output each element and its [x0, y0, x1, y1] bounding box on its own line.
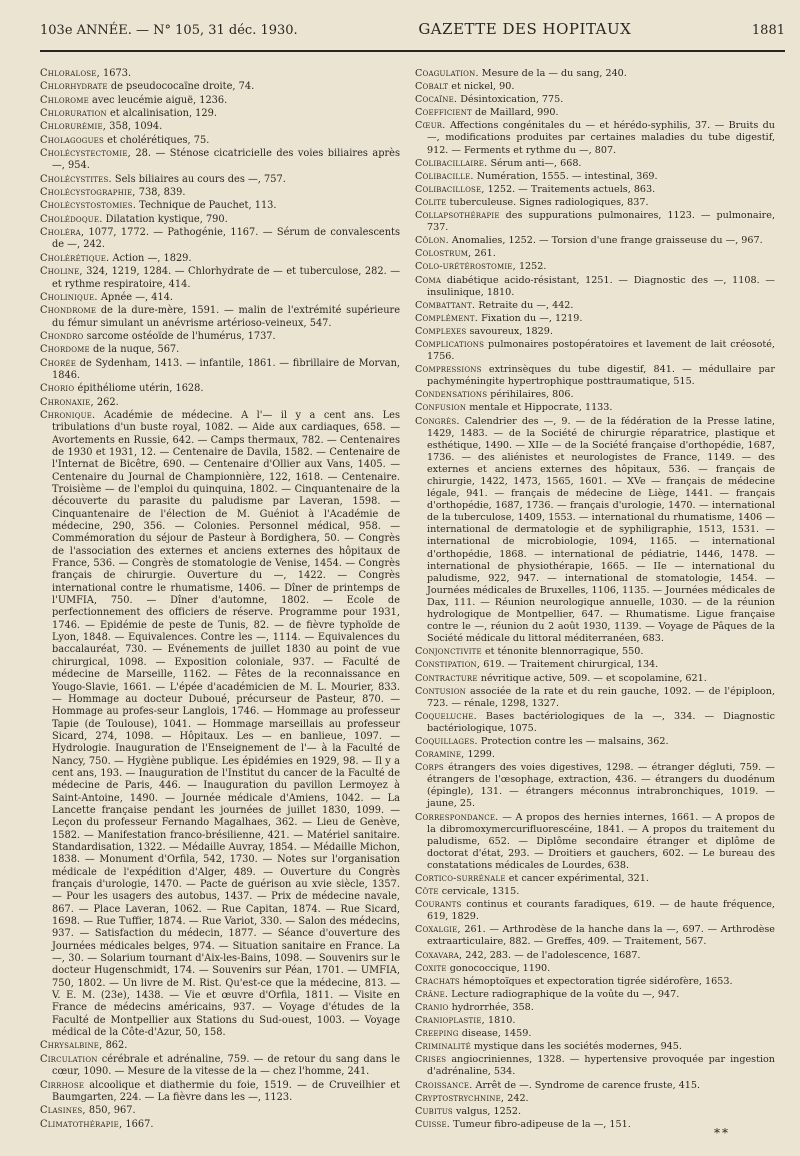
index-term: Chondrome	[40, 305, 97, 317]
index-term: Côte	[415, 886, 439, 898]
index-term: Conjonctivite	[415, 646, 482, 658]
index-references: 850, 967.	[88, 1105, 136, 1117]
index-term: Cranio	[415, 1001, 449, 1013]
index-entry	[40, 227, 400, 252]
index-entry	[40, 410, 400, 1040]
index-term: Colibacillaire.	[415, 157, 488, 169]
index-term: Croissance.	[415, 1079, 473, 1091]
index-entry	[415, 364, 775, 388]
index-references: Sels biliaires au cours des —, 757.	[114, 173, 286, 185]
index-entry	[415, 1054, 775, 1078]
footer-mark: **	[714, 1126, 730, 1140]
index-references: et alcalinisation, 129.	[109, 108, 217, 120]
index-entry	[415, 886, 775, 898]
index-entry	[40, 187, 400, 199]
index-term: Colibacillose,	[415, 183, 485, 195]
index-entry	[415, 924, 775, 948]
index-entry	[415, 339, 775, 363]
index-term: Coagulation.	[415, 68, 479, 79]
index-references: 261.	[474, 248, 496, 260]
index-references: 1077, 1772. — Pathogénie, 1167. — Sérum de convalescents de —, 242.	[52, 227, 401, 251]
index-term: Chrysalbine,	[40, 1040, 103, 1052]
index-term: Climatothérapie,	[40, 1118, 123, 1130]
index-term: Crachats	[415, 975, 460, 987]
index-term: Chloruration	[40, 108, 107, 120]
index-entry	[415, 749, 775, 761]
index-entry	[415, 950, 775, 962]
index-references: hydrorrhée, 358.	[451, 1001, 534, 1013]
index-references: 261. — Arthrodèse de la hanche dans la —, 697. — Arthrodèse extraarticulaire, 882. — Greffes, 409. — Traitement, 567.	[427, 924, 775, 948]
index-references: et nickel, 90.	[451, 81, 515, 93]
index-entry	[415, 812, 775, 872]
index-term: Crâne.	[415, 988, 449, 1000]
index-entry	[40, 305, 400, 330]
index-entry	[40, 397, 400, 409]
page-number: 1881	[751, 23, 785, 38]
index-references: 1673.	[103, 68, 132, 79]
index-references: angiocriniennes, 1328. — hypertensive provoquée par ingestion d'adrénaline, 534.	[427, 1054, 775, 1078]
index-entry	[40, 383, 400, 395]
index-term: Colite	[415, 196, 447, 208]
index-entry	[40, 214, 400, 226]
index-column-left	[40, 68, 400, 1132]
index-entry	[40, 1105, 400, 1117]
index-references: Bases bactériologiques de la —, 334. — Diagnostic bactériologique, 1075.	[427, 710, 775, 734]
index-references: — A propos des hernies internes, 1661. — A propos de la dibromoxymercurifluorescéine, 1841. — A propos du traitement du paludisme, 652. — Diplôme secondaire étranger et diplôme de doctorat d'état, 293. — Droitiers et gauchers, 602. — Le bureau des constatations médicales de Lourdes, 638.	[427, 811, 775, 871]
index-entry	[415, 762, 775, 810]
index-term: Congrès.	[415, 415, 460, 427]
index-entry	[415, 686, 775, 710]
index-references: épithéliome utérin, 1628.	[77, 383, 204, 395]
index-term: Collapsothérapie	[415, 210, 500, 222]
index-entry	[415, 158, 775, 170]
index-term: Creeping	[415, 1028, 459, 1040]
index-references: 1252.	[518, 261, 547, 273]
index-entry	[40, 1080, 400, 1105]
index-term: Coxite	[415, 962, 447, 974]
index-entry	[40, 95, 400, 107]
page-header	[40, 20, 785, 52]
index-term: Criminalité	[415, 1041, 471, 1053]
index-entry	[415, 326, 775, 338]
index-entry	[415, 1093, 775, 1105]
index-references: de la dure-mère, 1591. — malin de l'extrémité supérieure du fémur simulant un anévrisme artérioso-veineux, 547.	[52, 305, 400, 329]
index-term: Cholédoque.	[40, 213, 103, 225]
index-entry	[415, 711, 775, 735]
index-entry	[40, 1054, 400, 1079]
index-term: Cholécystectomie,	[40, 148, 131, 160]
index-term: Cortico-surrénale	[415, 873, 506, 884]
index-entry	[415, 873, 775, 885]
index-term: Complément.	[415, 312, 479, 324]
index-term: Coma	[415, 274, 442, 286]
index-term: Cubitus	[415, 1105, 453, 1117]
index-entry	[415, 210, 775, 234]
index-references: Mesure de la — du sang, 240.	[481, 68, 627, 79]
index-references: mentale et Hippocrate, 1133.	[469, 402, 613, 414]
index-entry	[415, 402, 775, 414]
index-references: et cholérétiques, 75.	[107, 134, 210, 146]
index-term: Combattant.	[415, 299, 476, 311]
index-references: 862.	[105, 1040, 128, 1052]
index-references: Dilatation kystique, 790.	[105, 213, 228, 225]
index-entry	[40, 292, 400, 304]
index-entry	[415, 1028, 775, 1040]
index-references: cervicale, 1315.	[441, 886, 520, 898]
index-entry	[40, 81, 400, 93]
index-entry	[40, 121, 400, 133]
index-references: Protection contre les — malsains, 362.	[480, 735, 669, 747]
index-references: étrangers des voies digestives, 1298. — étranger dégluti, 759. — étrangers de l'œsophage, extraction, 436. — étrangers du duodénum (épingle), 131. — étrangers méconnus intrabronchiques, 1019. — jaune, 25.	[427, 762, 775, 810]
index-term: Contusion	[415, 685, 466, 697]
index-term: Constipation,	[415, 659, 481, 671]
index-entry	[415, 659, 775, 671]
index-term: Corps	[415, 762, 444, 774]
index-references: Numération, 1555. — intestinal, 369.	[476, 170, 658, 182]
issue-info: 103e ANNÉE. — N° 105, 31 déc. 1930.	[40, 23, 298, 38]
index-references: 1667.	[125, 1118, 154, 1130]
index-references: Tumeur fibro-adipeuse de la —, 151.	[453, 1118, 631, 1130]
index-entry	[415, 261, 775, 273]
index-entry	[40, 331, 400, 343]
index-term: Correspondance.	[415, 811, 499, 823]
index-term: Chronique.	[40, 409, 96, 421]
index-term: Chlorurémie,	[40, 121, 107, 133]
index-references: Calendrier des —, 9. — de la fédération de la Presse latine, 1429, 1483. — de la Société de chirurgie réparatrice, plastique et esthétique, 1490. — XIIe — de la Société française d'orthopédie, 1687, 1736. — des aliénistes et neurologistes de France, 1149. — des externes et anciens externes des hôpitaux, 536. — français de chirurgie, 1422, 1473, 1565, 1601. — XVe — français de médecine légale, 941. — français de médecine de Liège, 1441. — français d'orthopédie, 1687, 1736. — français d'urologie, 1470. — international de la tuberculose, 1409, 1553. — international du rhumatisme, 1406 — international de dermatologie et de syphiligraphie, 1513, 1531. — international de microbiologie, 1094, 1165. — international d'orthopédie, 1868. — international de pédiatrie, 1446, 1478. — international de physiothérapie, 1665. — IIe — international du paludisme, 922, 947. — international de stomatologie, 1454. — Journées médicales de Bruxelles, 1106, 1135. — Journées médicales de Dax, 111. — Réunion neurologique annuelle, 1030. — de la réunion hydrologique de Montpellier, 647. — Rhumatisme. Ligue française contre le —, réunion du 2 août 1930, 1139. — Voyage de Pâques de la Société médicale du littoral méditerranéen, 683.	[427, 415, 775, 645]
index-term: Cuisse.	[415, 1118, 451, 1130]
index-references: et cancer expérimental, 321.	[508, 873, 649, 884]
index-term: Colostrum,	[415, 248, 472, 260]
index-entry	[40, 148, 400, 173]
index-term: Cirrhose	[40, 1079, 85, 1091]
index-entry	[415, 673, 775, 685]
index-term: Cocaïne.	[415, 94, 458, 106]
index-entry	[40, 108, 400, 120]
index-entry	[40, 200, 400, 212]
index-entry	[415, 963, 775, 975]
index-entry	[415, 81, 775, 93]
index-column-right	[415, 68, 775, 1132]
index-references: Technique de Pauchet, 113.	[139, 200, 277, 212]
index-entry	[415, 120, 775, 156]
index-term: Coquillages.	[415, 735, 478, 747]
index-references: de la nuque, 567.	[92, 344, 180, 356]
index-entry	[415, 389, 775, 401]
index-references: pulmonaires postopératoires et lavement de lait créosoté, 1756.	[427, 338, 775, 363]
index-entry	[40, 1119, 400, 1131]
index-references: continus et courants faradiques, 619. — de haute fréquence, 619, 1829.	[427, 899, 775, 923]
index-term: Cryptostrychnine,	[415, 1092, 505, 1104]
index-references: 738, 839.	[138, 187, 186, 199]
index-entry	[415, 976, 775, 988]
index-entry	[415, 197, 775, 209]
index-references: 619. — Traitement chirurgical, 134.	[483, 659, 659, 671]
index-entry	[40, 266, 400, 291]
index-references: et ténonite blennorragique, 550.	[484, 646, 644, 658]
index-term: Cholécystographie,	[40, 187, 136, 199]
index-term: Coramine,	[415, 749, 465, 761]
index-term: Circulation	[40, 1053, 98, 1065]
index-entry	[415, 235, 775, 247]
index-entry	[415, 646, 775, 658]
index-references: névritique active, 509. — et scopolamine, 621.	[480, 672, 707, 684]
index-references: associée de la rate et du rein gauche, 1092. — de l'épiploon, 723. — rénale, 1298, 1327.	[427, 685, 775, 709]
index-entry	[415, 171, 775, 183]
index-term: Cholinique.	[40, 291, 98, 303]
index-entry	[415, 1002, 775, 1014]
index-term: Cholérétique.	[40, 252, 110, 264]
index-term: Confusion	[415, 402, 467, 414]
index-references: 358, 1094.	[109, 121, 163, 133]
index-term: Cobalt	[415, 81, 449, 93]
index-term: Colo-urétérostomie,	[415, 261, 516, 273]
index-references: valgus, 1252.	[455, 1105, 521, 1117]
index-term: Coefficient	[415, 107, 472, 119]
index-references: 324, 1219, 1284. — Chlorhydrate de — et tuberculose, 282. — et rythme respiratoire, 414.	[52, 266, 400, 290]
index-entry	[40, 253, 400, 265]
index-term: Choline,	[40, 266, 83, 278]
index-references: de Maillard, 990.	[474, 107, 559, 119]
index-term: Chondro	[40, 330, 84, 342]
index-references: 242, 283. — de l'adolescence, 1687.	[465, 949, 641, 961]
index-entry	[415, 68, 775, 80]
index-entry	[40, 68, 400, 80]
index-entry	[40, 174, 400, 186]
index-entry	[415, 275, 775, 299]
index-entry	[415, 107, 775, 119]
index-references: Anomalies, 1252. — Torsion d'une frange graisseuse du —, 967.	[451, 235, 763, 247]
index-references: mystique dans les sociétés modernes, 945.	[473, 1041, 682, 1053]
index-entry	[415, 313, 775, 325]
index-entry	[40, 1040, 400, 1052]
index-entry	[415, 1106, 775, 1118]
index-entry	[40, 135, 400, 147]
index-term: Cœur.	[415, 120, 446, 132]
index-references: hémoptoïques et expectoration tigrée sidérofère, 1653.	[462, 975, 733, 987]
index-entry	[415, 248, 775, 260]
index-term: Coxavara,	[415, 949, 463, 961]
index-term: Coxalgie,	[415, 924, 461, 936]
index-entry	[415, 899, 775, 923]
index-references: sarcome ostéoïde de l'humérus, 1737.	[86, 330, 276, 342]
index-references: de pseudococaïne droite, 74.	[110, 81, 255, 93]
index-references: alcoolique et diathermie du foie, 1519. — de Cruveilhier et Baumgarten, 224. — La fièvre dans les —, 1123.	[52, 1079, 400, 1103]
index-term: Cholécystostomies.	[40, 200, 137, 212]
index-entry	[415, 1041, 775, 1053]
index-entry	[415, 416, 775, 646]
index-term: Chronaxie,	[40, 396, 94, 408]
index-term: Contracture	[415, 672, 478, 684]
index-references: Lecture radiographique de la voûte du —, 947.	[451, 988, 680, 1000]
index-term: Courants	[415, 899, 462, 911]
index-term: Chordome	[40, 344, 90, 356]
index-entry	[40, 358, 400, 383]
index-references: périhilaires, 806.	[490, 389, 574, 401]
index-references: des suppurations pulmonaires, 1123. — pulmonaire, 737.	[427, 210, 775, 234]
index-term: Clasines,	[40, 1105, 86, 1117]
index-term: Condensations	[415, 389, 488, 401]
index-references: de Sydenham, 1413. — infantile, 1861. — fibrillaire de Morvan, 1846.	[52, 357, 400, 381]
index-references: Affections congénitales du — et hérédo-syphilis, 37. — Bruits du —, modifications produites par certaines maladies du tube digestif, 912. — Ferments et rythme du —, 807.	[427, 120, 775, 156]
index-entry	[415, 1015, 775, 1027]
index-entry	[415, 989, 775, 1001]
index-term: Chorio	[40, 383, 75, 395]
index-term: Crises	[415, 1054, 447, 1066]
index-references: 1299.	[467, 749, 495, 761]
index-term: Complications	[415, 338, 485, 350]
index-term: Chloralose,	[40, 68, 100, 79]
index-references: 28. — Sténose cicatricielle des voies biliaires après —, 954.	[52, 148, 400, 172]
index-references: gonococcique, 1190.	[449, 962, 551, 974]
index-references: 1252. — Traitements actuels, 863.	[487, 183, 656, 195]
index-references: Arrêt de —. Syndrome de carence fruste, 415.	[475, 1079, 701, 1091]
index-term: Colibacille.	[415, 170, 474, 182]
index-term: Chlorome	[40, 94, 89, 106]
index-references: disease, 1459.	[461, 1028, 532, 1040]
index-references: Sérum anti—, 668.	[490, 157, 582, 169]
index-references: cérébrale et adrénaline, 759. — de retour du sang dans le cœur, 1090. — Mesure de la vitesse de la — chez l'homme, 241.	[52, 1053, 400, 1078]
index-term: Compressions	[415, 364, 482, 376]
index-references: 242.	[507, 1092, 529, 1104]
index-references: Apnée —, 414.	[100, 291, 174, 303]
index-term: Coqueluche.	[415, 710, 477, 722]
index-references: Académie de médecine. A l'— il y a cent ans. Les tribulations d'un buste royal, 1082. — Aide aux cardiaques, 658. — Avortements en Russie, 642. — Camps thermaux, 782. — Centenaires de 1930 et 1931, 12. — Centenaire de Davila, 1582. — Centenaire de l'Internat de Bicêtre, 690. — Centenaire d'Ollier aux Vans, 1405. — Centenaire du Journal de Championnière, 122, 1618. — Centenaire. Troisième — de l'emploi du quinquina, 1802. — Cinquantenaire de la découverte du parasite du paludisme par Laveran, 1598. — Cinquantenaire de l'élection de M. Guéniot à l'Académie de médecine, 290, 356. — Colonies. Personnel médical, 958. — Commémoration du séjour de Pasteur à Bordighera, 50. — Congrès de l'association des externes et anciens externes des hôpitaux de France, 536. — Congrès de stomatologie de Venise, 1454. — Congrès français de chirurgie. Ouverture du —, 1422. — Congrès international contre le rhumatisme, 1406. — Dîner de printemps de l'UMFIA, 750. — Dîner d'automne, 1802. — Ecole de perfectionnement des officiers de réserve. Programme pour 1931, 1746. — Epidémie de peste de Tunis, 82. — de fièvre typhoïde de Lyon, 1848. — Equivalences. Contre les —, 1114. — Equivalences du baccalauréat, 730. — Evénements de juillet 1830 au point de vue chirurgical, 1098. — Exposition coloniale, 937. — Faculté de médecine de Marseille, 1162. — Fêtes de la reconnaissance en Yougo-Slavie, 1661. — L'épée d'académicien de M. L. Mourier, 833. — Hommage au docteur Duboué, précurseur de Pasteur, 870. — Hommage au profes-seur Langlois, 1746. — Hommage au professeur Tapie (de Toulouse), 1041. — Hommage marseillais au professeur Sicard, 274, 1098. — Hôpitaux. Les — en banlieue, 1097. — Hydrologie. Inauguration de l'Enseignement de l'— à la Faculté de Nancy, 750. — Hygiène publique. Les épidémies en 1929, 98. — Il y a cent ans, 193. — Inauguration de l'Institut du cancer de la Faculté de médecine de Paris, 446. — Inauguration du pavillon Lermoyez à Saint-Antoine, 1490. — Journée médicale d'Amiens, 1042. — La Lancette française pendant les journées de juillet 1830, 1099. — Leçon du professeur Fernando Magalhaes, 362. — Lieu de Genève, 1582. — Manifestation franco-brésilienne, 421. — Matériel sanitaire. Standardisation, 1322. — Médaille Auvray, 1854. — Médaille Michon, 1838. — Monument d'Orfila, 542, 1730. — Notes sur l'organisation médicale de l'expédition d'Alger, 489. — Ouverture du Congrès français d'urologie, 1470. — Pacte de guérison au xvie siècle, 1357. — Pour les usagers des autobus, 1437. — Prix de médecine navale, 867. — Place Laveran, 1062. — Rue Capitan, 1874. — Rue Sicard, 1698. — Rue Tuffier, 1874. — Rue Variot, 330. — Salon des médecins, 937. — Satisfaction du médecin, 1877. — Séance d'ouverture des Journées médicales belges, 974. — Situation sanitaire en France. La —, 30. — Solarium tournant d'Aix-les-Bains, 1098. — Souvenirs sur le docteur Hugenschmidt, 174. — Souvenirs sur Péan, 1701. — UMFIA, 750, 1802. — Un livre de M. Rist. Qu'est-ce que la médecine, 813. — V. E. M. (23e), 1438. — Vie et œuvre d'Orfila, 1811. — Visite en France de médecins américains, 937. — Voyage d'études de la Faculté de Montpellier aux Stations du Sud-ouest, 1003. — Voyage médical de la Côte-d'Azur, 50, 158.	[52, 409, 400, 1039]
index-references: Désintoxication, 775.	[460, 94, 564, 106]
index-term: Côlon.	[415, 235, 449, 247]
index-term: Chlorhydrate	[40, 81, 108, 93]
index-term: Cholagogues	[40, 134, 104, 146]
index-references: 1810.	[487, 1015, 516, 1027]
journal-title: GAZETTE DES HOPITAUX	[418, 20, 632, 38]
index-references: extrinsèques du tube digestif, 841. — médullaire par pachyméningite hypertrophique posttraumatique, 515.	[427, 364, 775, 388]
index-entry	[415, 94, 775, 106]
index-entry	[415, 1080, 775, 1092]
index-references: diabétique acido-résistant, 1251. — Diagnostic des —, 1108. — insulinique, 1810.	[427, 274, 775, 298]
index-entry	[40, 344, 400, 356]
index-term: Cranioplastie,	[415, 1015, 485, 1027]
index-references: Action —, 1829.	[112, 252, 192, 264]
index-entry	[415, 736, 775, 748]
index-references: Fixation du —, 1219.	[481, 312, 583, 324]
index-term: Chorée	[40, 357, 77, 369]
index-references: savoureux, 1829.	[469, 325, 553, 337]
index-entry	[415, 300, 775, 312]
index-references: tuberculeuse. Signes radiologiques, 837.	[449, 196, 649, 208]
index-references: 262.	[96, 396, 119, 408]
index-term: Cholécystites.	[40, 173, 112, 185]
index-references: Retraite du —, 442.	[478, 299, 574, 311]
index-entry	[415, 184, 775, 196]
index-term: Complexes	[415, 325, 467, 337]
index-references: avec leucémie aiguë, 1236.	[92, 94, 228, 106]
index-term: Choléra,	[40, 227, 85, 239]
